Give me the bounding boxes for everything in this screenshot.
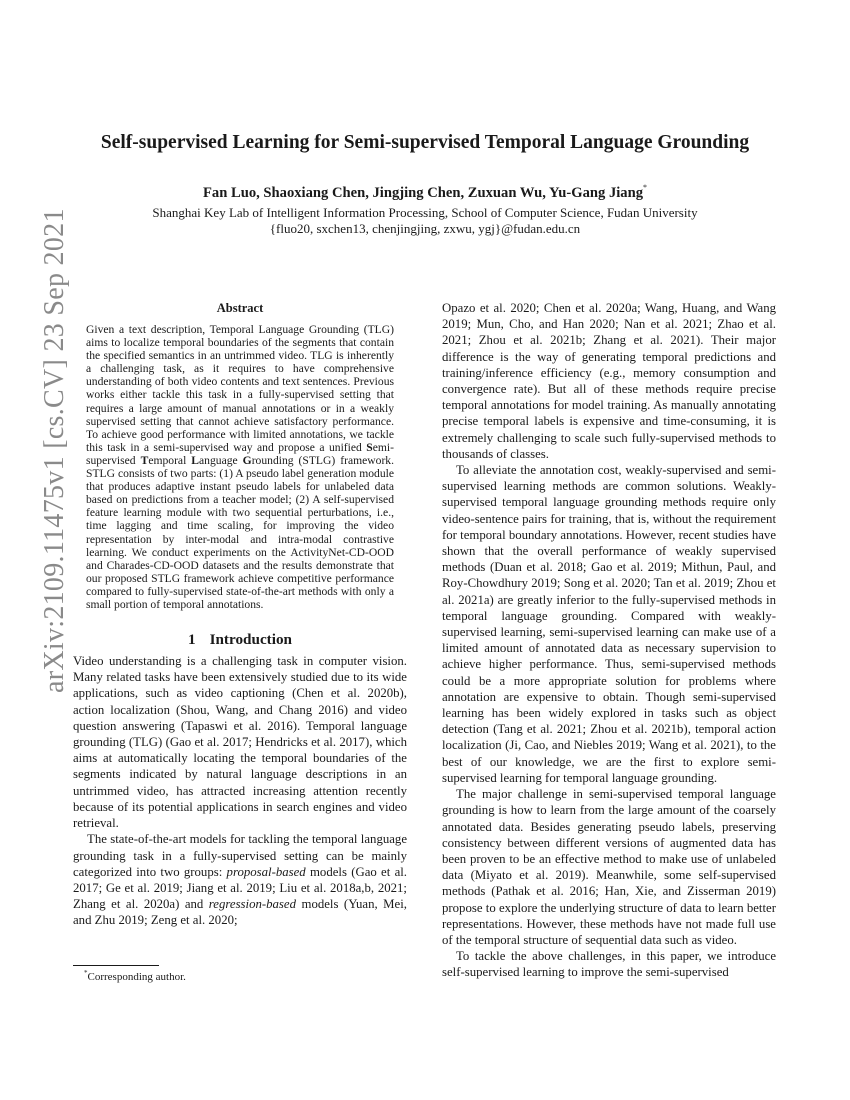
right-column bbox=[442, 300, 776, 981]
section-heading-introduction bbox=[73, 630, 407, 650]
intro-paragraph-2-continued: Opazo et al. 2020; Chen et al. 2020a; Wang, Huang, and Wang 2019; Mun, Cho, and Han 2020; Nan et al. 2021; Zhao et al. 2021; Zhou et al. 2021b; Zhang et al. 2021). Their major difference is the way of generating temporal predictions and training/inference efficiency (e.g., memory consumption and convergence rate). But all of these methods require precise temporal annotations for model training. As manually annotating precise temporal labels is expensive and time-consuming, it is extremely challenging to scale such fully-supervised methods to thousands of classes. bbox=[442, 301, 776, 461]
acronym-letter: T bbox=[140, 453, 149, 467]
intro-paragraph-3: To alleviate the annotation cost, weakly-supervised and semi-supervised learning methods are common solutions. Weakly-supervised temporal language grounding methods require only video-sentence pairs for training, that is, without the requirement for temporal boundary annotations. However, recent studies have shown that the overall performance of weakly supervised methods (Duan et al. 2018; Gao et al. 2019; Mithun, Paul, and Roy-Chowdhury 2019; Song et al. 2020; Tan et al. 2019; Zhou et al. 2021a) are greatly inferior to the fully-supervised methods in temporal language grounding. Compared with weakly-supervised learning, semi-supervised learning can make use of a limited amount of annotated data as necessary supervision to achieve higher performance. Thus, semi-supervised methods could be a more appropriate solution for problems where annotation are expensive to obtain. Though semi-supervised learning has been widely explored in tasks such as object detection (Tang et al. 2021; Zhou et al. 2021b), temporal action localization (Ji, Cao, and Niebles 2019; Wang et al. 2021), to the best of our knowledge, we are the first to explore semi-supervised learning for temporal language grounding. bbox=[442, 463, 776, 785]
affiliation-block bbox=[60, 205, 790, 237]
section-number: 1 bbox=[187, 631, 196, 649]
paragraph-text: The state-of-the-art models for tackling the temporal language grounding task in a fully-supervised setting can be mainly categorized into two groups: bbox=[73, 832, 407, 879]
abstract-text-part: anguage bbox=[199, 453, 243, 467]
paragraph-text: models (Gao et al. 2017; Ge et al. 2019; Jiang et al. 2019; Liu et al. 2018a,b, 2021; Zhang et al. 2020a) and bbox=[73, 864, 407, 912]
abstract-text bbox=[86, 323, 394, 611]
abstract-text-part: Given a text description, Temporal Language Grounding (TLG) aims to localize temporal boundaries of the segments that contain the specified semantics in an untrimmed video. TLG is inherently a challenging task, as it requires to have comprehensive understanding of both video contents and text sentences. Previous works either tackle this task in a fully-supervised setting that requires a large amount of manual annotations or in a weakly supervised setting that cannot achieve satisfactory performance. To achieve good performance with limited annotations, we tackle this task in a semi-supervised way and propose a unified bbox=[86, 323, 394, 454]
left-column bbox=[73, 300, 407, 929]
emphasized-term: regression-based bbox=[208, 897, 296, 912]
intro-paragraph-1: Video understanding is a challenging task in computer vision. Many related tasks have been extensively studied due to its wide applications, such as video captioning (Chen et al. 2020b), action localization (Shou, Wang, and Chang 2016) and video question answering (Tapaswi et al. 2016). Temporal language grounding (TLG) (Gao et al. 2017; Hendricks et al. 2017), which aims at automatically locating the temporal boundaries of the segments indicated by natural language descriptions in an untrimmed video, has attracted increasing attention recently because of its potential applications in search engines and video retrieval. bbox=[73, 654, 407, 831]
acronym-letter: G bbox=[242, 453, 252, 467]
author-emails: {fluo20, sxchen13, chenjingjing, zxwu, ygj}@fudan.edu.cn bbox=[269, 221, 581, 236]
affiliation: Shanghai Key Lab of Intelligent Information Processing, School of Computer Science, Fudan University bbox=[152, 205, 698, 220]
abstract-text-part: emi-supervised bbox=[86, 440, 394, 467]
abstract-text-part: emporal bbox=[148, 453, 192, 467]
abstract-heading: Abstract bbox=[216, 301, 264, 315]
acronym-letter: L bbox=[191, 453, 200, 467]
arxiv-identifier-stamp: arXiv:2109.11475v1 [cs.CV] 23 Sep 2021 bbox=[39, 208, 70, 693]
footnote-text: Corresponding author. bbox=[87, 971, 186, 983]
paper-title: Self-supervised Learning for Semi-supervised Temporal Language Grounding bbox=[100, 132, 750, 153]
footnote-rule bbox=[73, 965, 159, 966]
intro-paragraph-5: To tackle the above challenges, in this paper, we introduce self-supervised learning to improve the semi-supervised bbox=[442, 949, 776, 980]
section-title: Introduction bbox=[209, 631, 293, 649]
acronym-letter: S bbox=[366, 440, 373, 454]
abstract-text-part: STLG consists of two parts: (1) A pseudo label generation module that produces adaptive instant pseudo labels for unlabeled data based on predictions from a teacher model; (2) A self-supervised feature learning module with two sequential perturbations, i.e., time lagging and time scaling, for improving the video representation by inter-modal and intra-modal contrastive learning. We conduct experiments on the ActivityNet-CD-OOD and Charades-CD-OOD datasets and the results demonstrate that our proposed STLG framework achieve competitive performance compared to fully-supervised state-of-the-art methods with only a small portion of temporal annotations. bbox=[86, 467, 394, 611]
author-list bbox=[60, 178, 790, 203]
intro-paragraph-2 bbox=[73, 831, 407, 928]
abstract-text-part: rounding (STLG) framework. bbox=[251, 453, 394, 467]
paragraph-text: models (Yuan, Mei, and Zhu 2019; Zeng et al. 2020; bbox=[73, 897, 407, 928]
footnote-mark: * bbox=[84, 969, 88, 977]
intro-paragraph-4: The major challenge in semi-supervised temporal language grounding is how to learn from the large amount of the coarsely annotated data. Besides generating pseudo labels, preserving consistency between different versions of augmented data has been proven to be an effective method to make use of unlabeled data (Miyato et al. 2019). Meanwhile, some self-supervised methods (Pathak et al. 2016; Han, Xie, and Zisserman 2019) propose to explore the underlying structure of data to learn better representations. However, these methods have not made full use of the temporal structure of sequential data such as video. bbox=[442, 787, 776, 947]
footnote bbox=[84, 967, 384, 984]
emphasized-term: proposal-based bbox=[226, 864, 306, 879]
corresponding-author-mark: * bbox=[643, 183, 647, 192]
author-names: Fan Luo, Shaoxiang Chen, Jingjing Chen, Zuxuan Wu, Yu-Gang Jiang bbox=[203, 185, 643, 201]
